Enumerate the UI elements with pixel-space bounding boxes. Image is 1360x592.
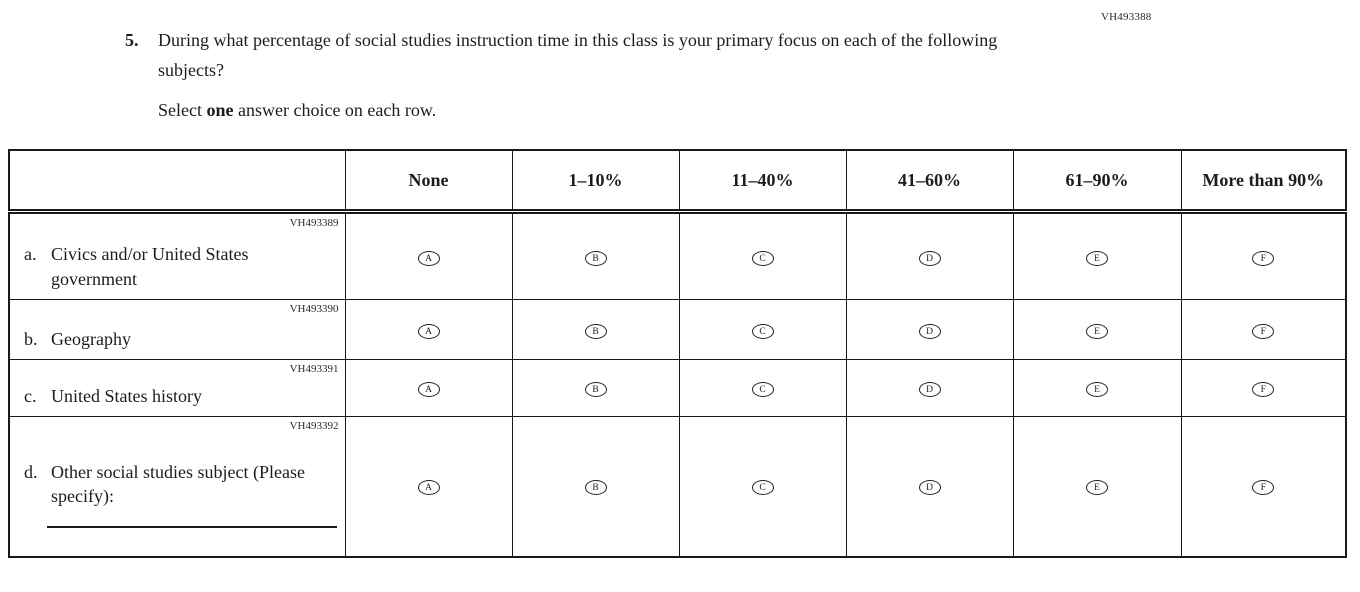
row-prefix-b: b. bbox=[24, 328, 38, 349]
question-text: During what percentage of social studies instruction time in this class is your primary focus on each of the following subjects? bbox=[158, 30, 998, 80]
answer-matrix-table bbox=[8, 149, 1347, 558]
table-row-b bbox=[9, 300, 1346, 360]
row-label-b bbox=[24, 327, 339, 351]
answer-cell-c-11-40 bbox=[679, 360, 846, 417]
option-bubble-a-C[interactable]: C bbox=[752, 251, 774, 266]
table-row-a bbox=[9, 212, 1346, 300]
option-bubble-d-D[interactable]: D bbox=[919, 480, 941, 495]
answer-cell-a-41-60 bbox=[846, 212, 1013, 300]
option-bubble-a-F[interactable]: F bbox=[1252, 251, 1274, 266]
answer-cell-b-none bbox=[345, 300, 512, 360]
option-bubble-a-A[interactable]: A bbox=[418, 251, 440, 266]
option-bubble-a-B[interactable]: B bbox=[585, 251, 607, 266]
header-empty-cell bbox=[9, 150, 345, 212]
option-bubble-d-C[interactable]: C bbox=[752, 480, 774, 495]
answer-cell-d-1-10 bbox=[512, 417, 679, 557]
option-bubble-d-A[interactable]: A bbox=[418, 480, 440, 495]
option-bubble-d-E[interactable]: E bbox=[1086, 480, 1108, 495]
option-bubble-a-D[interactable]: D bbox=[919, 251, 941, 266]
row-label-cell-a bbox=[9, 212, 345, 300]
option-bubble-c-A[interactable]: A bbox=[418, 382, 440, 397]
answer-cell-c-41-60 bbox=[846, 360, 1013, 417]
answer-cell-d-more-90 bbox=[1181, 417, 1346, 557]
column-header-more-90: More than 90% bbox=[1181, 150, 1346, 212]
answer-cell-a-61-90 bbox=[1013, 212, 1181, 300]
option-bubble-b-A[interactable]: A bbox=[418, 324, 440, 339]
option-bubble-b-E[interactable]: E bbox=[1086, 324, 1108, 339]
instruction-bold-word: one bbox=[206, 100, 234, 120]
item-code-c: VH493391 bbox=[289, 363, 339, 375]
column-header-1-10: 1–10% bbox=[512, 150, 679, 212]
column-header-41-60: 41–60% bbox=[846, 150, 1013, 212]
column-header-11-40: 11–40% bbox=[679, 150, 846, 212]
instruction-suffix: answer choice on each row. bbox=[233, 100, 437, 120]
option-bubble-a-E[interactable]: E bbox=[1086, 251, 1108, 266]
row-prefix-a: a. bbox=[24, 244, 37, 265]
option-bubble-c-D[interactable]: D bbox=[919, 382, 941, 397]
item-code-b: VH493390 bbox=[289, 303, 339, 315]
answer-cell-a-11-40 bbox=[679, 212, 846, 300]
answer-cell-b-61-90 bbox=[1013, 300, 1181, 360]
answer-cell-c-more-90 bbox=[1181, 360, 1346, 417]
option-bubble-c-E[interactable]: E bbox=[1086, 382, 1108, 397]
form-code: VH493388 bbox=[1101, 11, 1152, 23]
answer-cell-b-11-40 bbox=[679, 300, 846, 360]
table-row-c bbox=[9, 360, 1346, 417]
answer-cell-b-more-90 bbox=[1181, 300, 1346, 360]
option-bubble-b-B[interactable]: B bbox=[585, 324, 607, 339]
option-bubble-c-C[interactable]: C bbox=[752, 382, 774, 397]
item-code-d: VH493392 bbox=[289, 420, 339, 432]
row-label-text-d: Other social studies subject (Please specify): bbox=[51, 461, 305, 507]
answer-cell-b-41-60 bbox=[846, 300, 1013, 360]
header-row bbox=[9, 150, 1346, 212]
answer-cell-a-more-90 bbox=[1181, 212, 1346, 300]
answer-cell-d-11-40 bbox=[679, 417, 846, 557]
question-number: 5. bbox=[125, 30, 139, 50]
row-label-cell-d bbox=[9, 417, 345, 557]
column-header-61-90: 61–90% bbox=[1013, 150, 1181, 212]
option-bubble-b-F[interactable]: F bbox=[1252, 324, 1274, 339]
row-prefix-d: d. bbox=[24, 461, 38, 482]
option-bubble-b-D[interactable]: D bbox=[919, 324, 941, 339]
answer-cell-d-61-90 bbox=[1013, 417, 1181, 557]
answer-cell-b-1-10 bbox=[512, 300, 679, 360]
answer-cell-c-1-10 bbox=[512, 360, 679, 417]
answer-cell-a-1-10 bbox=[512, 212, 679, 300]
option-bubble-b-C[interactable]: C bbox=[752, 324, 774, 339]
row-label-cell-b bbox=[9, 300, 345, 360]
question-block bbox=[125, 25, 1055, 123]
question-instruction bbox=[158, 97, 1055, 123]
answer-cell-d-41-60 bbox=[846, 417, 1013, 557]
answer-cell-c-none bbox=[345, 360, 512, 417]
write-in-line[interactable] bbox=[47, 525, 337, 528]
row-prefix-c: c. bbox=[24, 385, 37, 406]
option-bubble-c-F[interactable]: F bbox=[1252, 382, 1274, 397]
row-label-text-b: Geography bbox=[51, 328, 131, 349]
column-header-none: None bbox=[345, 150, 512, 212]
row-label-d bbox=[24, 460, 339, 509]
row-label-c bbox=[24, 384, 339, 408]
answer-cell-c-61-90 bbox=[1013, 360, 1181, 417]
instruction-prefix: Select bbox=[158, 100, 207, 120]
item-code-a: VH493389 bbox=[289, 217, 339, 229]
row-label-a bbox=[24, 242, 339, 291]
table-row-d bbox=[9, 417, 1346, 557]
row-label-cell-c bbox=[9, 360, 345, 417]
row-label-text-a: Civics and/or United States government bbox=[51, 244, 249, 289]
answer-cell-a-none bbox=[345, 212, 512, 300]
answer-cell-d-none bbox=[345, 417, 512, 557]
option-bubble-d-B[interactable]: B bbox=[585, 480, 607, 495]
row-label-text-c: United States history bbox=[51, 385, 202, 406]
option-bubble-c-B[interactable]: B bbox=[585, 382, 607, 397]
option-bubble-d-F[interactable]: F bbox=[1252, 480, 1274, 495]
